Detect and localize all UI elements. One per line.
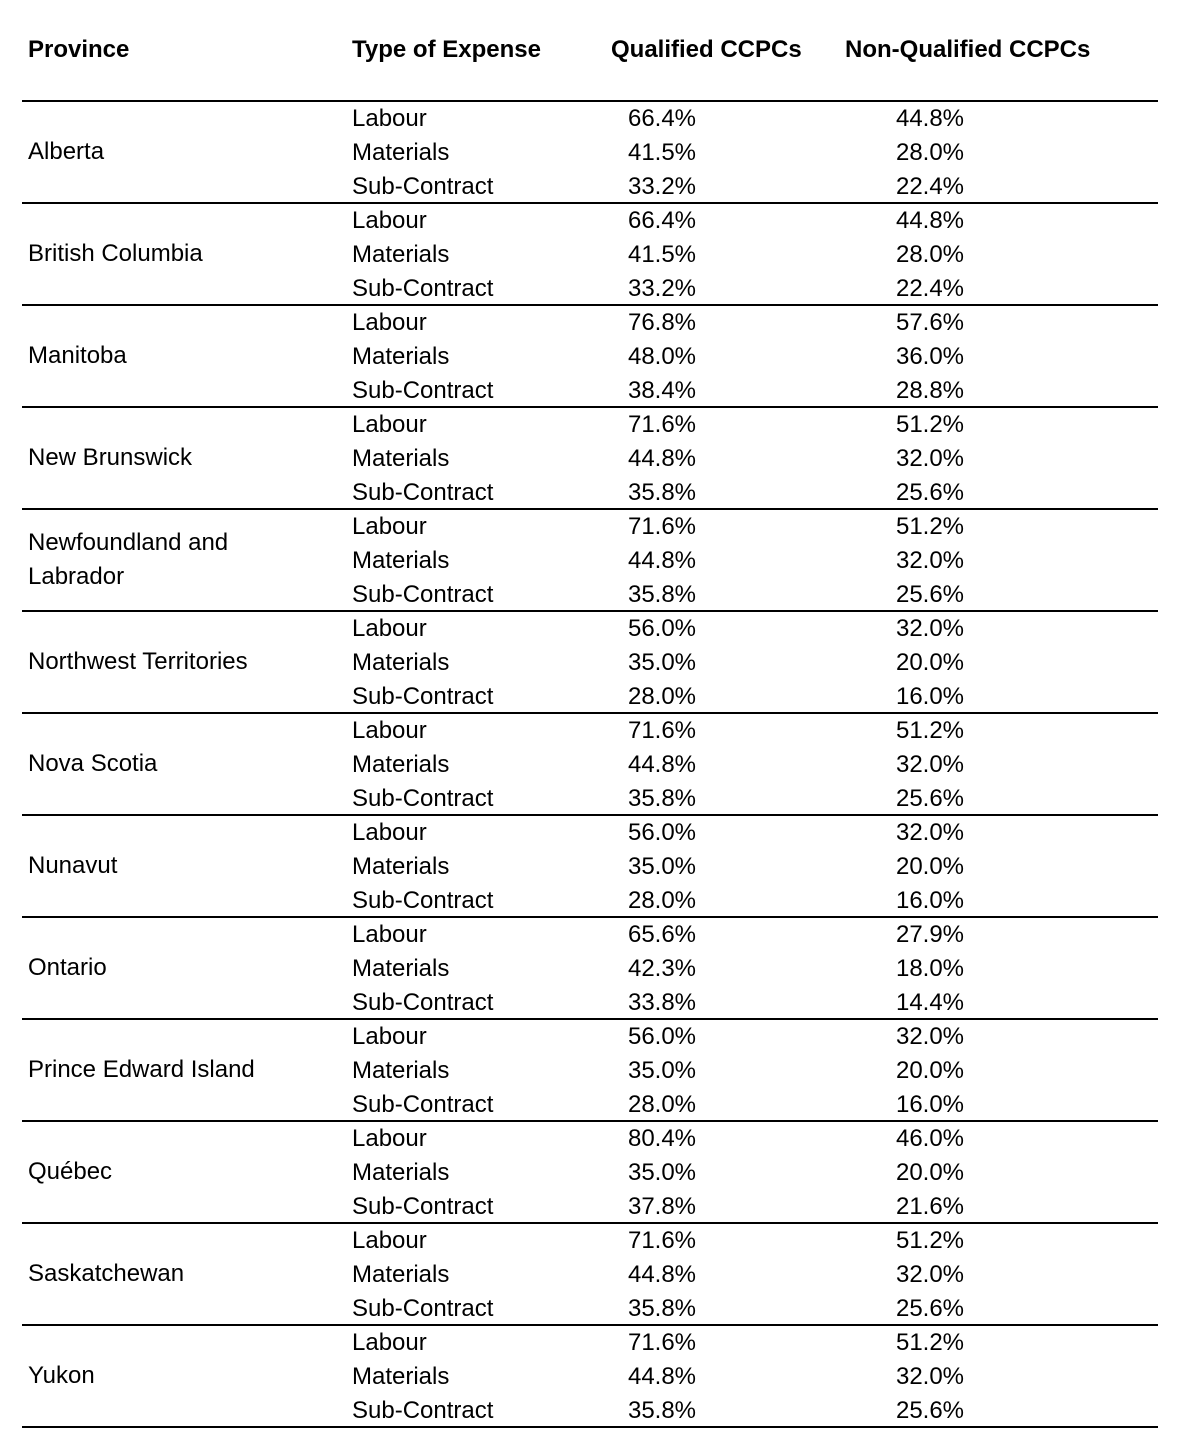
- province-group: [22, 1120, 1158, 1222]
- province-name: Newfoundland and Labrador: [28, 529, 229, 590]
- qualified-rate: 28.0%: [627, 887, 697, 914]
- non-qualified-rate: 32.0%: [895, 1261, 965, 1288]
- table-row: [22, 1054, 1158, 1088]
- table-row: [22, 238, 1158, 272]
- province-name: Nunavut: [28, 852, 118, 879]
- province-group: [22, 406, 1158, 508]
- expense-type: Sub-Contract: [352, 173, 494, 200]
- non-qualified-rate: 32.0%: [895, 1363, 965, 1390]
- expense-type: Sub-Contract: [352, 581, 494, 608]
- header-province: Province: [28, 36, 130, 63]
- qualified-rate: 56.0%: [627, 819, 697, 846]
- table-row: [22, 340, 1158, 374]
- expense-type: Labour: [352, 513, 427, 540]
- expense-type: Sub-Contract: [352, 989, 494, 1016]
- non-qualified-rate: 28.0%: [895, 241, 965, 268]
- expense-type: Materials: [352, 1057, 450, 1084]
- expense-type: Sub-Contract: [352, 1295, 494, 1322]
- non-qualified-rate: 57.6%: [895, 309, 965, 336]
- non-qualified-rate: 46.0%: [895, 1125, 965, 1152]
- header-non-qualified-ccpcs: Non-Qualified CCPCs: [845, 36, 1091, 63]
- table-row: [22, 1088, 1158, 1122]
- table-row: [22, 1122, 1158, 1156]
- province-name: Prince Edward Island: [28, 1056, 255, 1083]
- non-qualified-rate: 16.0%: [895, 887, 965, 914]
- non-qualified-rate: 51.2%: [895, 513, 965, 540]
- qualified-rate: 44.8%: [627, 547, 697, 574]
- province-group: [22, 712, 1158, 814]
- table-row: [22, 918, 1158, 952]
- non-qualified-rate: 25.6%: [895, 1295, 965, 1322]
- qualified-rate: 71.6%: [627, 513, 697, 540]
- province-group: [22, 814, 1158, 916]
- province-group: [22, 202, 1158, 304]
- non-qualified-rate: 32.0%: [895, 1023, 965, 1050]
- province-name: Nova Scotia: [28, 750, 158, 777]
- non-qualified-rate: 28.8%: [895, 377, 965, 404]
- expense-type: Labour: [352, 1023, 427, 1050]
- non-qualified-rate: 32.0%: [895, 819, 965, 846]
- expense-type: Labour: [352, 615, 427, 642]
- non-qualified-rate: 51.2%: [895, 717, 965, 744]
- qualified-rate: 38.4%: [627, 377, 697, 404]
- expense-type: Materials: [352, 1261, 450, 1288]
- non-qualified-rate: 16.0%: [895, 1091, 965, 1118]
- table-row: [22, 306, 1158, 340]
- table-row: [22, 612, 1158, 646]
- expense-type: Labour: [352, 717, 427, 744]
- non-qualified-rate: 25.6%: [895, 479, 965, 506]
- table-row: [22, 102, 1158, 136]
- table-row: [22, 748, 1158, 782]
- expense-type: Materials: [352, 343, 450, 370]
- non-qualified-rate: 51.2%: [895, 411, 965, 438]
- expense-type: Materials: [352, 445, 450, 472]
- expense-type: Materials: [352, 1363, 450, 1390]
- non-qualified-rate: 20.0%: [895, 1057, 965, 1084]
- expense-type: Materials: [352, 751, 450, 778]
- expense-type: Sub-Contract: [352, 683, 494, 710]
- province-group: [22, 508, 1158, 610]
- table-row: [22, 680, 1158, 714]
- qualified-rate: 42.3%: [627, 955, 697, 982]
- qualified-rate: 71.6%: [627, 1329, 697, 1356]
- province-name: Manitoba: [28, 342, 127, 369]
- province-name: Saskatchewan: [28, 1260, 185, 1287]
- qualified-rate: 35.8%: [627, 479, 697, 506]
- table-row: [22, 476, 1158, 510]
- table-row: [22, 816, 1158, 850]
- expense-type: Sub-Contract: [352, 785, 494, 812]
- qualified-rate: 76.8%: [627, 309, 697, 336]
- table-row: [22, 578, 1158, 612]
- table-row: [22, 1020, 1158, 1054]
- table-row: [22, 204, 1158, 238]
- non-qualified-rate: 20.0%: [895, 1159, 965, 1186]
- expense-type: Materials: [352, 853, 450, 880]
- expense-type: Sub-Contract: [352, 887, 494, 914]
- expense-type: Sub-Contract: [352, 1091, 494, 1118]
- table-row: [22, 510, 1158, 544]
- non-qualified-rate: 32.0%: [895, 547, 965, 574]
- non-qualified-rate: 32.0%: [895, 445, 965, 472]
- qualified-rate: 44.8%: [627, 1261, 697, 1288]
- expense-type: Labour: [352, 207, 427, 234]
- expense-type: Labour: [352, 105, 427, 132]
- qualified-rate: 33.8%: [627, 989, 697, 1016]
- province-group: [22, 100, 1158, 202]
- non-qualified-rate: 25.6%: [895, 1397, 965, 1424]
- table-row: [22, 1156, 1158, 1190]
- expense-type: Sub-Contract: [352, 1397, 494, 1424]
- qualified-rate: 66.4%: [627, 207, 697, 234]
- qualified-rate: 80.4%: [627, 1125, 697, 1152]
- table-row: [22, 170, 1158, 204]
- qualified-rate: 65.6%: [627, 921, 697, 948]
- non-qualified-rate: 22.4%: [895, 275, 965, 302]
- expense-type: Sub-Contract: [352, 479, 494, 506]
- province-name: British Columbia: [28, 240, 203, 267]
- non-qualified-rate: 18.0%: [895, 955, 965, 982]
- expense-type: Materials: [352, 241, 450, 268]
- qualified-rate: 35.0%: [627, 1057, 697, 1084]
- qualified-rate: 28.0%: [627, 1091, 697, 1118]
- expense-type: Labour: [352, 411, 427, 438]
- non-qualified-rate: 36.0%: [895, 343, 965, 370]
- non-qualified-rate: 32.0%: [895, 615, 965, 642]
- qualified-rate: 41.5%: [627, 241, 697, 268]
- table-row: [22, 1326, 1158, 1360]
- header-type-of-expense: Type of Expense: [352, 36, 541, 63]
- table-row: [22, 272, 1158, 306]
- province-group: [22, 610, 1158, 712]
- qualified-rate: 44.8%: [627, 445, 697, 472]
- province-group: [22, 916, 1158, 1018]
- non-qualified-rate: 22.4%: [895, 173, 965, 200]
- table-row: [22, 1190, 1158, 1224]
- province-name: Alberta: [28, 138, 105, 165]
- non-qualified-rate: 51.2%: [895, 1329, 965, 1356]
- expense-type: Sub-Contract: [352, 275, 494, 302]
- expense-type: Labour: [352, 1125, 427, 1152]
- province-name: Québec: [28, 1158, 113, 1185]
- expense-type: Labour: [352, 309, 427, 336]
- expense-type: Materials: [352, 955, 450, 982]
- expense-type: Labour: [352, 1227, 427, 1254]
- province-name: Northwest Territories: [28, 648, 248, 675]
- table-row: [22, 884, 1158, 918]
- table-row: [22, 442, 1158, 476]
- qualified-rate: 48.0%: [627, 343, 697, 370]
- qualified-rate: 35.8%: [627, 1397, 697, 1424]
- expense-type: Materials: [352, 139, 450, 166]
- province-group: [22, 1222, 1158, 1324]
- non-qualified-rate: 21.6%: [895, 1193, 965, 1220]
- expense-type: Materials: [352, 547, 450, 574]
- qualified-rate: 35.8%: [627, 1295, 697, 1322]
- non-qualified-rate: 32.0%: [895, 751, 965, 778]
- table-row: [22, 782, 1158, 816]
- qualified-rate: 56.0%: [627, 615, 697, 642]
- table-row: [22, 1292, 1158, 1326]
- table-row: [22, 986, 1158, 1020]
- qualified-rate: 41.5%: [627, 139, 697, 166]
- table-row: [22, 646, 1158, 680]
- table-row: [22, 136, 1158, 170]
- non-qualified-rate: 20.0%: [895, 853, 965, 880]
- qualified-rate: 35.8%: [627, 785, 697, 812]
- province-name: Yukon: [28, 1362, 95, 1389]
- qualified-rate: 35.0%: [627, 649, 697, 676]
- table-row: [22, 544, 1158, 578]
- table-row: [22, 850, 1158, 884]
- non-qualified-rate: 16.0%: [895, 683, 965, 710]
- province-group: [22, 1324, 1158, 1428]
- table-row: [22, 714, 1158, 748]
- non-qualified-rate: 14.4%: [895, 989, 965, 1016]
- qualified-rate: 44.8%: [627, 751, 697, 778]
- expense-type: Sub-Contract: [352, 1193, 494, 1220]
- expense-type: Labour: [352, 921, 427, 948]
- expense-type: Materials: [352, 1159, 450, 1186]
- table-row: [22, 1394, 1158, 1428]
- expense-type: Labour: [352, 1329, 427, 1356]
- non-qualified-rate: 51.2%: [895, 1227, 965, 1254]
- non-qualified-rate: 27.9%: [895, 921, 965, 948]
- qualified-rate: 35.0%: [627, 853, 697, 880]
- table-row: [22, 1258, 1158, 1292]
- qualified-rate: 71.6%: [627, 1227, 697, 1254]
- header-qualified-ccpcs: Qualified CCPCs: [611, 36, 802, 63]
- province-name: Ontario: [28, 954, 107, 981]
- table-row: [22, 1360, 1158, 1394]
- table-header: [0, 30, 1178, 70]
- expense-type: Labour: [352, 819, 427, 846]
- non-qualified-rate: 25.6%: [895, 581, 965, 608]
- qualified-rate: 33.2%: [627, 173, 697, 200]
- non-qualified-rate: 44.8%: [895, 105, 965, 132]
- qualified-rate: 66.4%: [627, 105, 697, 132]
- qualified-rate: 56.0%: [627, 1023, 697, 1050]
- table-row: [22, 952, 1158, 986]
- table-row: [22, 374, 1158, 408]
- province-group: [22, 304, 1158, 406]
- qualified-rate: 33.2%: [627, 275, 697, 302]
- qualified-rate: 35.8%: [627, 581, 697, 608]
- qualified-rate: 37.8%: [627, 1193, 697, 1220]
- non-qualified-rate: 44.8%: [895, 207, 965, 234]
- qualified-rate: 71.6%: [627, 411, 697, 438]
- table-row: [22, 408, 1158, 442]
- province-name: New Brunswick: [28, 444, 193, 471]
- qualified-rate: 44.8%: [627, 1363, 697, 1390]
- province-group: [22, 1018, 1158, 1120]
- expense-type: Sub-Contract: [352, 377, 494, 404]
- expense-type: Materials: [352, 649, 450, 676]
- non-qualified-rate: 28.0%: [895, 139, 965, 166]
- qualified-rate: 28.0%: [627, 683, 697, 710]
- qualified-rate: 71.6%: [627, 717, 697, 744]
- non-qualified-rate: 20.0%: [895, 649, 965, 676]
- qualified-rate: 35.0%: [627, 1159, 697, 1186]
- table-row: [22, 1224, 1158, 1258]
- non-qualified-rate: 25.6%: [895, 785, 965, 812]
